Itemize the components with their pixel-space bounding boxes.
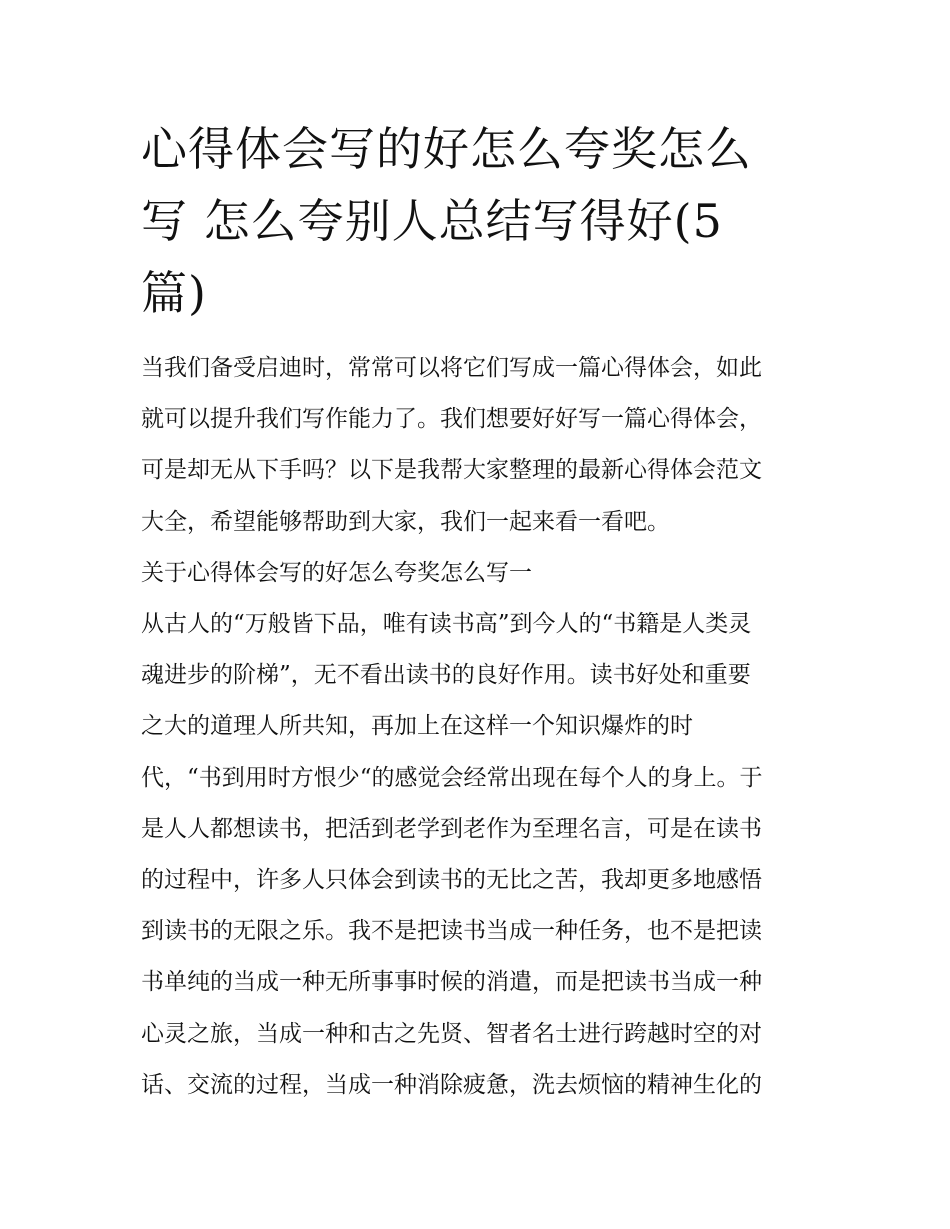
intro-paragraph (141, 343, 813, 548)
text-line: 书单纯的当成一种无所事事时候的消遣，而是把读书当成一种 (141, 969, 762, 996)
document-content (141, 113, 813, 1111)
text-line: 之大的道理人所共知，再加上在这样一个知识爆炸的时 (141, 713, 693, 740)
text-line: 代，“书到用时方恨少“的感觉会经常出现在每个人的身上。于 (141, 764, 763, 791)
text-line: 到读书的无限之乐。我不是把读书当成一种任务，也不是把读 (141, 918, 762, 945)
section-heading-text: 关于心得体会写的好怎么夸奖怎么写一 (141, 559, 532, 586)
text-line: 是人人都想读书，把活到老学到老作为至理名言，可是在读书 (141, 815, 762, 842)
text-line: 可是却无从下手吗？以下是我帮大家整理的最新心得体会范文 (141, 457, 762, 484)
title-line: 篇) (141, 266, 207, 320)
title-line: 心得体会写的好怎么夸奖怎么 (141, 122, 752, 176)
document-body (141, 343, 813, 1111)
text-line: 的过程中，许多人只体会到读书的无比之苦，我却更多地感悟 (141, 867, 762, 894)
title-line: 写 怎么夸别人总结写得好(5 (141, 194, 723, 248)
section-paragraph (141, 599, 813, 1111)
text-line: 从古人的“万般皆下品，唯有读书高”到今人的“书籍是人类灵 (141, 611, 752, 638)
text-line: 话、交流的过程，当成一种消除疲惫，洗去烦恼的精神生化的 (141, 1071, 762, 1098)
text-line: 大全，希望能够帮助到大家，我们一起来看一看吧。 (141, 508, 670, 535)
document-title (141, 113, 813, 329)
text-line: 当我们备受启迪时，常常可以将它们写成一篇心得体会，如此 (141, 355, 762, 381)
text-line: 魂进步的阶梯”，无不看出读书的良好作用。读书好处和重要 (141, 662, 751, 689)
text-line: 心灵之旅，当成一种和古之先贤、智者名士进行跨越时空的对 (141, 1020, 762, 1047)
section-heading (141, 548, 813, 599)
text-line: 就可以提升我们写作能力了。我们想要好好写一篇心得体会， (141, 406, 762, 433)
